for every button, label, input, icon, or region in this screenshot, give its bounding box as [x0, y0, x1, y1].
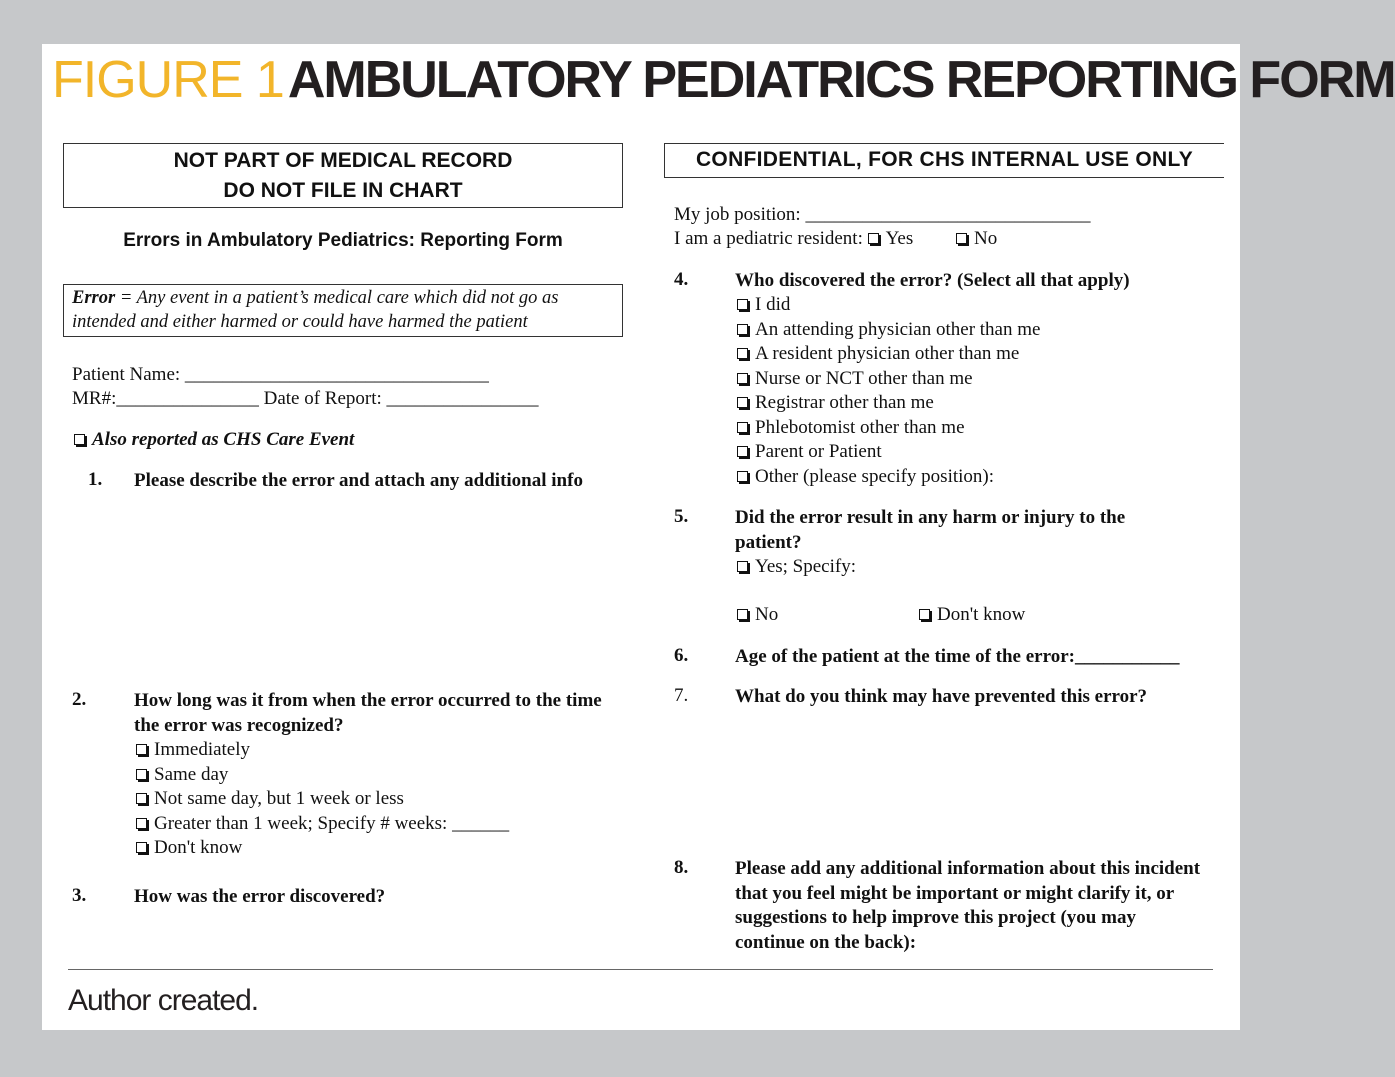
job-position-field[interactable]: ______________________________	[805, 204, 1091, 225]
q8-text: Please add any additional information about this incident that you feel might be important or might clarify it, or suggestions to help improve this project (you may continue on the back):	[735, 858, 1201, 953]
q2-text: How long was it from when the error occurred to the time the error was recognized?	[134, 690, 602, 736]
figure-label: FIGURE 1	[52, 51, 284, 109]
form-title: Errors in Ambulatory Pediatrics: Reporting Form	[123, 230, 563, 251]
caption-divider	[68, 969, 1213, 970]
definition-term: Error	[72, 288, 116, 308]
checkbox-icon[interactable]	[919, 609, 930, 620]
q4-option[interactable]: Other (please specify position):	[737, 465, 1040, 490]
date-field[interactable]: ________________	[386, 388, 539, 409]
q3-number: 3.	[72, 885, 87, 906]
q7-text: What do you think may have prevented this error?	[735, 686, 1148, 707]
q4-option[interactable]: Registrar other than me	[737, 391, 1040, 416]
q2-option[interactable]: Immediately	[136, 738, 509, 763]
mr-date-line	[72, 387, 539, 412]
chs-event-label: Also reported as CHS Care Event	[92, 429, 355, 450]
q4-option[interactable]: A resident physician other than me	[737, 342, 1040, 367]
date-label: Date of Report:	[263, 388, 382, 409]
error-definition	[63, 284, 623, 337]
resident-label: I am a pediatric resident:	[674, 228, 863, 249]
notice-line-2: DO NOT FILE IN CHART	[223, 179, 463, 202]
checkbox-icon[interactable]	[737, 299, 748, 310]
resident-no[interactable]: No	[956, 228, 997, 249]
q5-no-option[interactable]: No	[737, 603, 778, 628]
mr-label: MR#:	[72, 388, 117, 409]
notice-line-1: NOT PART OF MEDICAL RECORD	[173, 149, 513, 172]
q4-number: 4.	[674, 269, 689, 290]
checkbox-icon[interactable]	[868, 233, 879, 244]
mr-field[interactable]: _______________	[116, 388, 259, 409]
q2-number: 2.	[72, 689, 87, 710]
q6-age-field[interactable]: ___________	[1074, 646, 1180, 667]
checkbox-icon[interactable]	[136, 793, 147, 804]
q5-yes-option[interactable]: Yes; Specify:	[737, 555, 856, 580]
job-position-line	[674, 203, 1090, 228]
checkbox-icon[interactable]	[737, 446, 748, 457]
checkbox-icon[interactable]	[136, 818, 147, 829]
q4-option[interactable]: I did	[737, 293, 1040, 318]
q6-text: Age of the patient at the time of the error:	[735, 646, 1075, 667]
figure-title: AMBULATORY PEDIATRICS REPORTING FORM	[287, 51, 1395, 109]
q5-number: 5.	[674, 506, 689, 527]
q4-option[interactable]: Parent or Patient	[737, 440, 1040, 465]
q4-option[interactable]: Nurse or NCT other than me	[737, 367, 1040, 392]
resident-line	[674, 227, 997, 252]
q4-option[interactable]: Phlebotomist other than me	[737, 416, 1040, 441]
q6-line	[735, 645, 1179, 670]
job-position-label: My job position:	[674, 204, 801, 225]
definition-text: = Any event in a patient’s medical care which did not go as intended and either harmed or could have harmed the patient	[72, 288, 559, 332]
q4-option[interactable]: An attending physician other than me	[737, 318, 1040, 343]
figure-caption: Author created.	[68, 984, 259, 1017]
checkbox-icon[interactable]	[737, 422, 748, 433]
checkbox-icon[interactable]	[737, 348, 748, 359]
patient-name-field[interactable]: ________________________________	[184, 364, 489, 385]
q1-text: Please describe the error and attach any additional info	[134, 470, 583, 491]
q2-options	[136, 738, 509, 861]
q6-number: 6.	[674, 645, 689, 666]
q5-text: Did the error result in any harm or injury to the patient?	[735, 507, 1126, 553]
q8-number: 8.	[674, 857, 689, 878]
checkbox-icon[interactable]	[737, 373, 748, 384]
q4-text: Who discovered the error? (Select all that apply)	[735, 270, 1130, 291]
checkbox-icon[interactable]	[737, 324, 748, 335]
checkbox-icon[interactable]	[136, 769, 147, 780]
checkbox-icon[interactable]	[737, 471, 748, 482]
q2-option[interactable]: Not same day, but 1 week or less	[136, 787, 509, 812]
chs-event-option[interactable]	[74, 428, 354, 453]
q1-number: 1.	[88, 469, 103, 490]
medical-record-notice	[63, 143, 623, 208]
q3-text: How was the error discovered?	[134, 886, 386, 907]
figure-panel	[42, 44, 1395, 1030]
resident-yes[interactable]: Yes	[868, 228, 914, 249]
q4-options	[737, 293, 1040, 489]
q2-option[interactable]: Don't know	[136, 836, 509, 861]
patient-name-line	[72, 363, 489, 388]
q2-option[interactable]: Greater than 1 week; Specify # weeks: ______	[136, 812, 509, 837]
q5-dont-know-option[interactable]: Don't know	[919, 603, 1025, 628]
figure-heading	[52, 48, 1395, 125]
q2-option[interactable]: Same day	[136, 763, 509, 788]
checkbox-icon[interactable]	[74, 434, 85, 445]
checkbox-icon[interactable]	[136, 842, 147, 853]
checkbox-icon[interactable]	[956, 233, 967, 244]
checkbox-icon[interactable]	[136, 744, 147, 755]
checkbox-icon[interactable]	[737, 561, 748, 572]
checkbox-icon[interactable]	[737, 609, 748, 620]
patient-name-label: Patient Name:	[72, 364, 181, 385]
checkbox-icon[interactable]	[737, 397, 748, 408]
q7-number: 7.	[674, 685, 689, 706]
confidential-notice: CONFIDENTIAL, FOR CHS INTERNAL USE ONLY	[664, 143, 1224, 178]
